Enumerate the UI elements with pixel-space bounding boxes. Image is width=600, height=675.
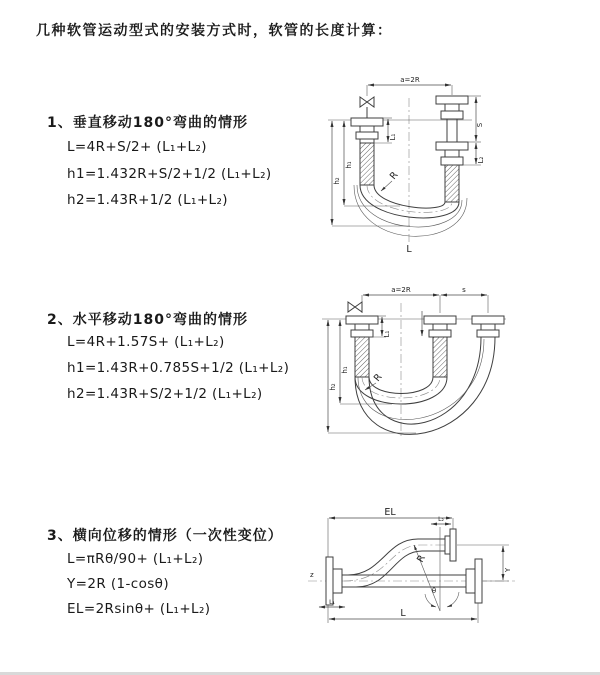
length-label: L	[406, 244, 412, 255]
dim-el	[328, 507, 453, 557]
dim-s-right	[463, 96, 485, 165]
section-2-formula-h1: h1=1.43R+0.785S+1/2 (L₁+L₂)	[67, 360, 290, 376]
dim-label-l1: L₁	[329, 599, 335, 606]
diagram-lateral-displacement	[300, 503, 600, 648]
dim-label-s: S	[476, 122, 484, 128]
middle-hose-end-fitting	[424, 316, 456, 377]
right-hose-end-fitting	[436, 96, 468, 202]
dim-label-h2: h₂	[329, 383, 337, 391]
dim-label-y: Y	[504, 567, 512, 573]
section-3-formula-EL: EL=2Rsinθ+ (L₁+L₂)	[67, 601, 211, 617]
dim-label-s: s	[462, 286, 466, 294]
radius-label: R	[387, 169, 401, 182]
dim-label-h1: h₁	[345, 161, 353, 169]
dim-label-l2: L₂	[438, 516, 444, 523]
page-title: 几种软管运动型式的安装方式时，软管的长度计算：	[36, 23, 393, 39]
angle-label-theta: θ	[431, 587, 437, 595]
section-2-formula-h2: h2=1.43R+S/2+1/2 (L₁+L₂)	[67, 386, 263, 402]
dim-l1-bottom-left	[319, 599, 345, 607]
dim-label-el: EL	[384, 507, 396, 518]
left-flange	[326, 557, 342, 605]
dim-label-l1: L₁	[389, 133, 397, 141]
axis-label-z: z	[310, 571, 314, 579]
dim-a2r	[367, 76, 452, 96]
section-3-heading: 3、横向位移的情形（一次性变位）	[47, 528, 283, 544]
dim-a2r-s	[362, 286, 488, 313]
dim-label-a2r: a=2R	[391, 286, 411, 294]
dim-label-l: L	[400, 608, 406, 619]
section-2-heading: 2、水平移动180°弯曲的情形	[47, 312, 248, 328]
diagram-vertical-180-bend	[310, 70, 600, 265]
section-3-formula-Y: Y=2R (1-cosθ)	[67, 576, 169, 592]
dim-l2-top	[431, 516, 451, 524]
diagram-horizontal-180-bend	[310, 283, 600, 468]
label-radius	[381, 169, 401, 191]
valve-icon	[360, 97, 374, 118]
section-3-formula-L: L=πRθ/90+ (L₁+L₂)	[67, 551, 204, 567]
left-hose-end-fitting	[351, 118, 383, 185]
dim-y-right	[457, 545, 512, 581]
hose-u-bends	[355, 337, 495, 434]
s-curved-hose-displaced-position	[344, 529, 456, 587]
dim-l-bottom	[328, 603, 478, 623]
right-hose-end-fitting	[472, 316, 504, 337]
section-1-formula-h1: h1=1.432R+S/2+1/2 (L₁+L₂)	[67, 166, 272, 182]
section-1-formula-h2: h2=1.43R+1/2 (L₁+L₂)	[67, 192, 228, 208]
dim-label-l2: L₂	[477, 156, 485, 164]
radius-label: R	[371, 371, 385, 384]
radius-label: R	[415, 553, 428, 565]
dim-label-h2: h₂	[333, 177, 341, 185]
dim-label-h1: h₁	[341, 366, 349, 374]
section-1-formula-L: L=4R+S/2+ (L₁+L₂)	[67, 139, 207, 155]
dim-label-a2r: a=2R	[400, 76, 420, 84]
left-hose-end-fitting	[346, 316, 378, 377]
section-1-heading: 1、垂直移动180°弯曲的情形	[47, 115, 248, 131]
valve-icon	[348, 302, 362, 312]
dim-label-l1: L₁	[383, 330, 391, 338]
section-2-formula-L: L=4R+1.57S+ (L₁+L₂)	[67, 334, 225, 350]
